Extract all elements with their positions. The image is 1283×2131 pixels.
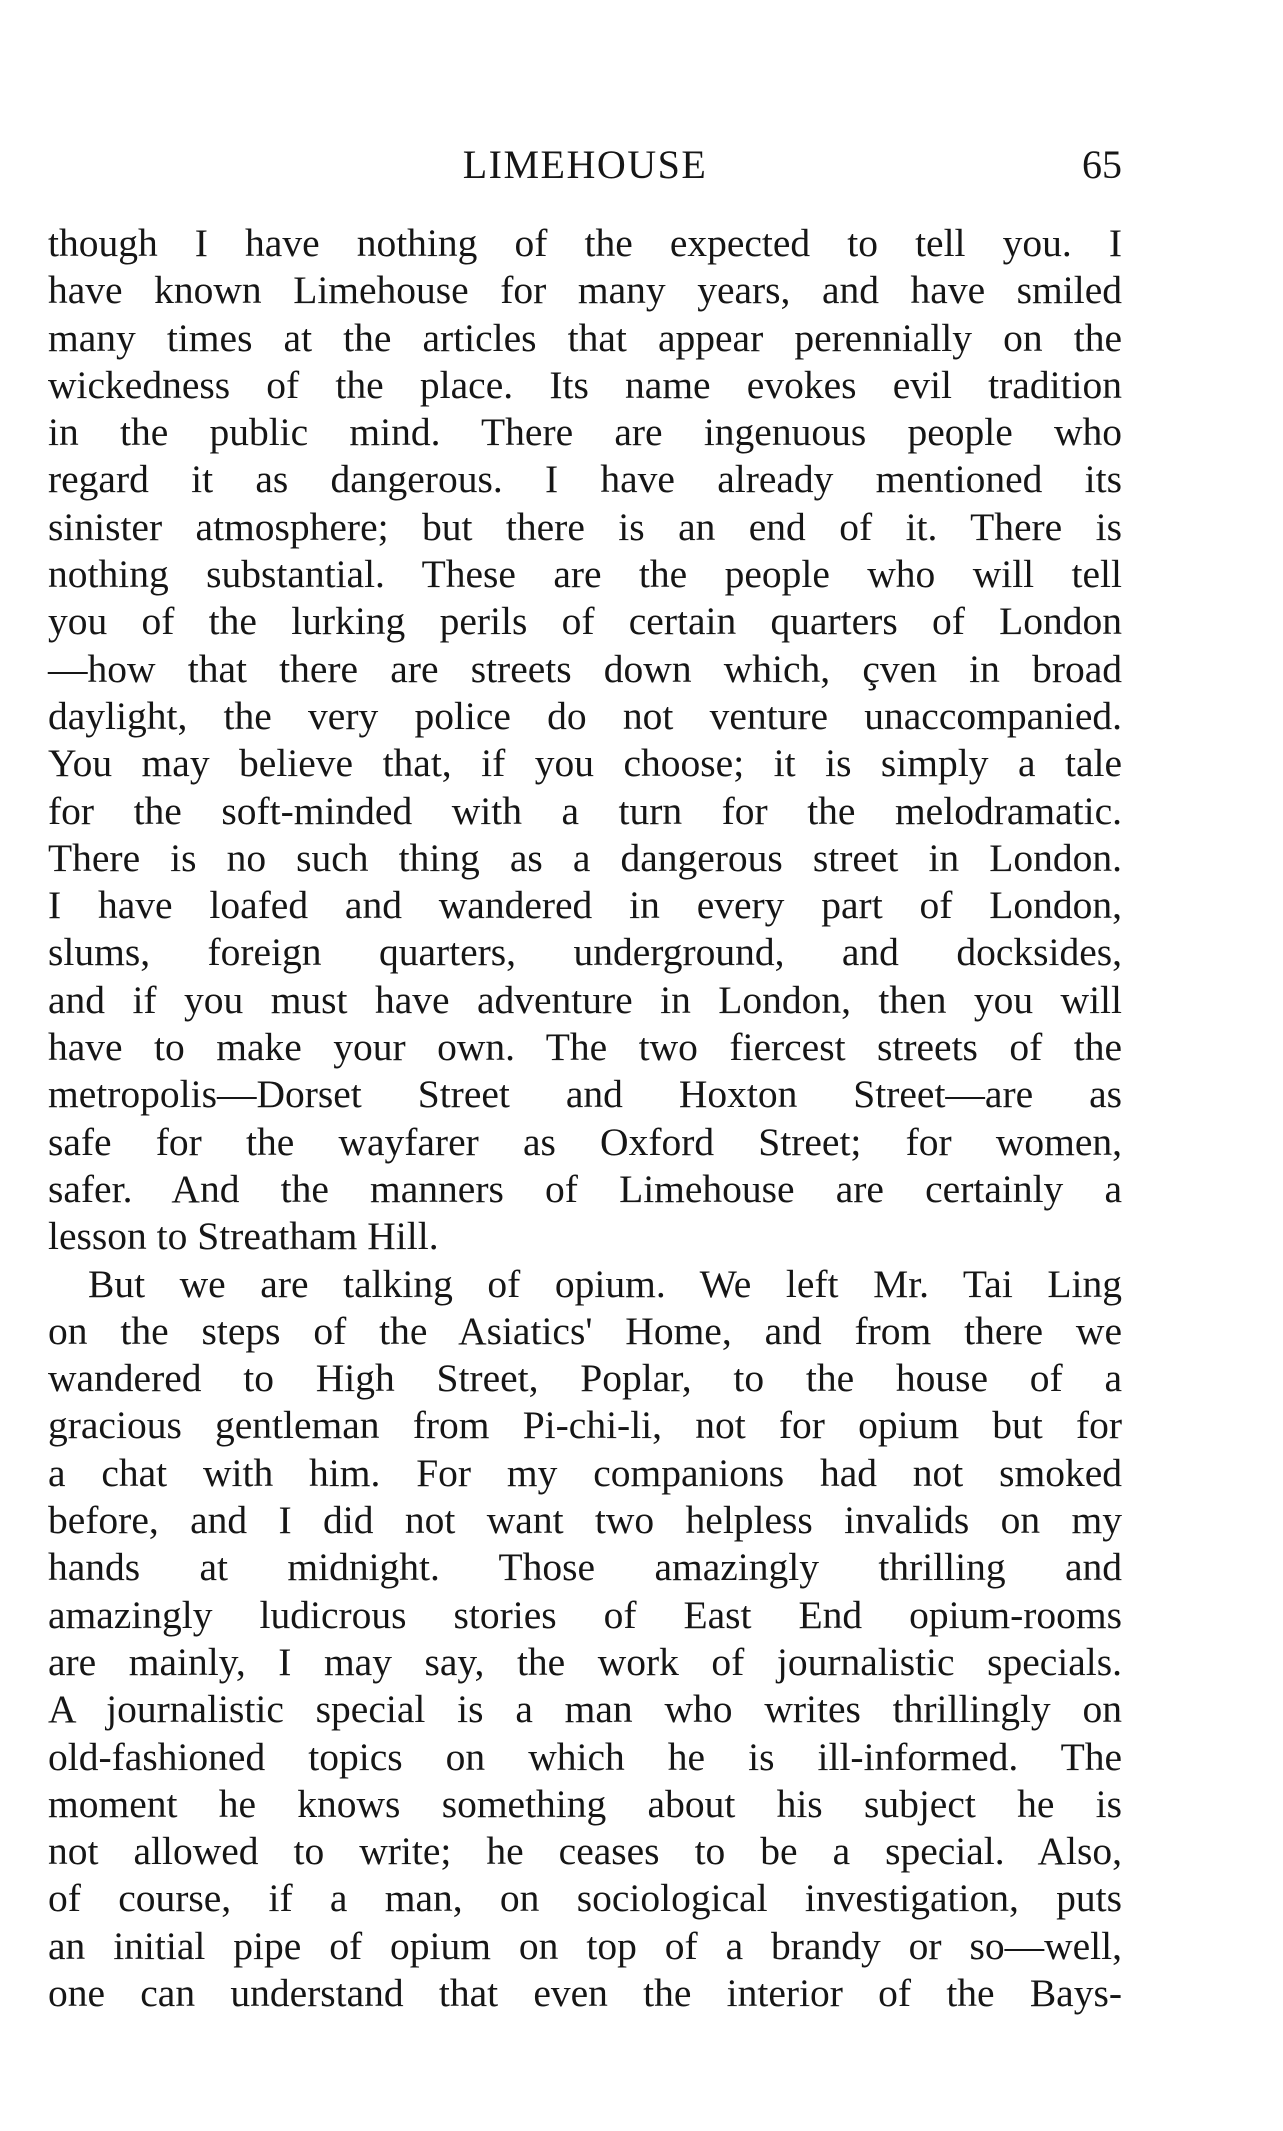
paragraph (48, 1261, 1122, 2018)
text-line: amazingly ludicrous stories of East End opium-rooms (48, 1592, 1122, 1637)
text-line: an initial pipe of opium on top of a brandy or so—well, (48, 1923, 1122, 1968)
text-line: not allowed to write; he ceases to be a special. Also, (48, 1829, 1122, 1874)
text-line: though I have nothing of the expected to tell you. I (48, 221, 1122, 265)
body-text (48, 220, 1122, 2017)
text-line: nothing substantial. These are the people who will tell (48, 552, 1122, 597)
text-line: slums, foreign quarters, underground, and docksides, (48, 930, 1122, 975)
text-line: sinister atmosphere; but there is an end of it. There is (48, 504, 1122, 549)
paragraph (48, 220, 1122, 1261)
text-line: before, and I did not want two helpless invalids on my (48, 1498, 1122, 1543)
text-line: for the soft-minded with a turn for the melodramatic. (48, 788, 1122, 833)
text-line: of course, if a man, on sociological investigation, puts (48, 1876, 1122, 1921)
text-line: are mainly, I may say, the work of journalistic specials. (48, 1639, 1122, 1684)
text-line: safe for the wayfarer as Oxford Street; for women, (48, 1119, 1122, 1164)
text-line: —how that there are streets down which, çven in broad (48, 646, 1122, 691)
text-line: old-fashioned topics on which he is ill-informed. The (48, 1734, 1122, 1779)
text-line: many times at the articles that appear perennially on the (48, 315, 1122, 360)
text-line: A journalistic special is a man who writes thrillingly on (48, 1687, 1122, 1732)
text-line: I have loafed and wandered in every part of London, (48, 883, 1122, 928)
text-line: wandered to High Street, Poplar, to the house of a (48, 1356, 1122, 1401)
page-header (48, 140, 1122, 190)
text-line: have known Limehouse for many years, and have smiled (48, 268, 1122, 313)
text-line: You may believe that, if you choose; it is simply a tale (48, 741, 1122, 786)
text-line: regard it as dangerous. I have already mentioned its (48, 457, 1122, 502)
running-head: LIMEHOUSE (462, 142, 708, 187)
text-line: metropolis—Dorset Street and Hoxton Street—are as (48, 1072, 1122, 1117)
text-line: have to make your own. The two fiercest streets of the (48, 1025, 1122, 1070)
text-line: But we are talking of opium. We left Mr. Tai Ling (88, 1261, 1122, 1306)
text-line: on the steps of the Asiatics' Home, and from there we (48, 1308, 1122, 1353)
text-line: hands at midnight. Those amazingly thrilling and (48, 1545, 1122, 1590)
text-line: daylight, the very police do not venture unaccompanied. (48, 693, 1122, 738)
text-line: a chat with him. For my companions had not smoked (48, 1450, 1122, 1495)
text-line: gracious gentleman from Pi-chi-li, not for opium but for (48, 1403, 1122, 1448)
text-line: you of the lurking perils of certain quarters of London (48, 599, 1122, 644)
text-line: lesson to Streatham Hill. (48, 1214, 439, 1259)
text-line: There is no such thing as a dangerous street in London. (48, 835, 1122, 880)
text-line: wickedness of the place. Its name evokes evil tradition (48, 362, 1122, 407)
text-line: and if you must have adventure in London, then you will (48, 977, 1122, 1022)
text-line: safer. And the manners of Limehouse are certainly a (48, 1166, 1122, 1211)
text-line: in the public mind. There are ingenuous people who (48, 410, 1122, 455)
text-line: moment he knows something about his subject he is (48, 1781, 1122, 1826)
text-line: one can understand that even the interior of the Bays- (48, 1970, 1122, 2015)
page-number: 65 (1082, 142, 1122, 187)
